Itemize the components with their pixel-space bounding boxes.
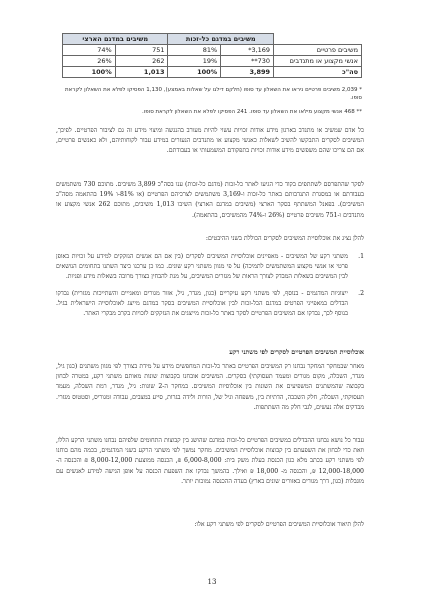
cell-value: 262 — [115, 56, 168, 67]
footnote-1: * 2,039 משיבים פרטיים ניראו את השאלון עד סופו (חלקם דילגו על שאלות באמצע), 1,130 הפסיקו לפלא את השאלון לקראת סופו. — [64, 87, 362, 101]
header-kol-zchut: משיבים במדגם כל-זכות — [168, 34, 274, 45]
cell-value: 3,169* — [221, 45, 274, 56]
row-label: סה"כ — [274, 67, 362, 78]
list-text: משתני רקע של המשיבים - מאפיינים אוכלוסיית המשיבים לסקרים (בין אם הם אנשים הנזקקים למידע על זכויות באופן פרטי או אנשי מקצוע המשתמשים לתמיכה) על פי מגוון משתני רקע שונים. כמו כן ערכנו כיצד השתנו בתחומים הנושאים לבין המשיבים בשאלות המבדק לצורך הראות של מגזרים המשיבים, על מנת להבחין בצורך מרובה בשאלות מידע ופניות. — [56, 253, 348, 281]
cell-value: 1,013 — [115, 67, 168, 78]
table-row — [63, 56, 362, 67]
aspects-list — [56, 252, 364, 319]
row-label: אנשי מקצוע או מתנדבים — [274, 56, 362, 67]
table-header-row — [63, 34, 362, 45]
paragraph-background-vars: מאחר שבמחקר המחקר נבחנו רק המשיבים הפרטיים באתר כל-זכות המחפשים מידע על מידת בצורך לפי מגוון משתנים (כגון גיל, מגדר, השכלה, מקום מגורים ומעמד תעסוקתי) בסקרים. המשיבים אובחנו בקבוצות שונות מאותם משתני רקע, במטרה לבחון בקבוצה שהמשתנים המשפיעים את השונות בין אוכלוסיות המשיבים. במחקר ה-2 שונות: גיל, מגדר, רמת השכלה, מעמד תעסוקתי, השכלה, חלק השכבה, הדתיות בין, משפחה וגיל של, הורות ולידה בגרות, סייע במצבים, עבודה ומגוריס, וסטטוס מגזרי. מבדקים אלה נעשים, לגבי חלק מה השתתפות. — [56, 363, 364, 411]
cell-value: 730** — [221, 56, 274, 67]
section-heading: אוכלוסיית המשיבים הפרטיים לסקרים לפי משתני רקע — [229, 348, 364, 356]
cell-value: 751 — [115, 45, 168, 56]
list-number: 1. — [358, 253, 364, 260]
table-row — [63, 45, 362, 56]
cell-percent: 74% — [63, 45, 116, 56]
paragraph-intro: כל אדם שמשיב או מתנדב בארגון מידע אודות זכויות עשוי להיות מעורב בהנגשה ומיצוי מידע זה גם לציבור הפרטיים. לפיכך, המשיבים לסקרים התבקשו להשיב לשאלות כאנשי מקצוע או מתנדבים הנעזרים במידע עבור לקוחותיהם, ולא כאנשים פרטיים, אם הם צריכו שהם משפשים מידע אודות זכויות בתפקודם המשמעותי או בעבודתם. — [56, 127, 364, 155]
paragraph-closing: להלן תיאור אוכלוסיית המשיבים הפרטיים לסקרים לפי משתני רקע אלו: — [194, 521, 364, 528]
table-total-row — [63, 67, 362, 78]
list-item — [56, 289, 364, 320]
header-national: משיבים במדגם הארצי — [63, 34, 168, 45]
respondents-table — [62, 33, 362, 78]
cell-percent: 81% — [168, 45, 221, 56]
cell-percent: 100% — [168, 67, 221, 78]
list-item — [56, 252, 364, 283]
list-text: ייצוגיות המדגמים - בנוסף, לפי משתני רקע עיקריים (כגון, מגדר, גיל, אזור מגורים ומאגייים והשתייכות מגזרית) נבדקו הבדלים במאפייני הפרטים במדגם הכל-זכות לבין אוכלוסיית המשיבים בסקר במדגם מייצג לאוכלוסייה הישראלית בגיל. בנוסף לכך, נבדקו אם המשיבים הפרטיים לסקר באתר כל-זכות מייצגים את הנזקקים לזכויות בקרב מבקרי האתר. — [56, 289, 348, 318]
row-label: משיבים פרטיים — [274, 45, 362, 56]
paragraph-income: עבור כל נושא נבחנו ההבדלים במשיבים הפרטיים כל-זכות במדגם שהושג בין קבוצות התחומים שלפיהם נבחנו משתני הרקע הללו, וזאת כדי לבחון את השפעתם בין קבוצות אוכלוסיית המשיבים. מחקר נמשך לפי משתני הרקע בשני המדגמים, בכמה מהם בוחנו לפי משתני רקע בכתב מלא כגון הכנסת בעלת משק בית: 6,000-8,000 ₪, הכנסה ממוצעת 8,000-12,000 ₪ והכנסה ה- 12,000-18,000 ₪, והכנסה מ- 18,000 ₪ ואילך. בהמשך נבדקו את השפעת הכנסה על אופן הגישה למידע לאנשים עם מוגבלות (כגון, דרך מגורים באזורים שונים בארץ) בעדה ההכנסה נמוכות יותר. — [56, 437, 364, 485]
footnote-2: ** 468 אנשי מקצוע מילאו את השאלון עד סופו. 241 הפסיקו לפלא את השאלון לקראת סופו. — [142, 109, 362, 115]
paragraph-list-intro: להלן נציג את אוכלוסיית המשיבים לסקרים הכוללת בשני ההיבטים: — [205, 235, 364, 242]
paragraph-sample-sizes: לסקר שהתפרסם לשתתפים בקוד כדי הגיעו לאתר כל-זכות (מדגם כל-זכות) ענו בסה"כ 3,899 משיבים. מתוכם 730 משתמשים בעבודתם או במסגרת התנדבותם באתר כל-זכות ו-3,169 משתמשים לצרכיהם הפרטיים (או 81%-ו 19% בהתאמה מסה"כ המשיבים). בפאנל המשתתף בסקר הארצי (משיבים במדגם הארצי) השיבו 1,013 משיבים, מתוכם 262 אנשי מקצוע או מתנדבים ו-751 משיבים פרטיים (26% ו-74% מהמשיבים, בהתאמה). — [56, 181, 364, 219]
list-number: 2. — [358, 289, 364, 297]
page-number: 13 — [207, 578, 217, 586]
table-corner — [274, 34, 362, 45]
cell-percent: 19% — [168, 56, 221, 67]
cell-percent: 100% — [63, 67, 116, 78]
cell-percent: 26% — [63, 56, 116, 67]
cell-value: 3,899 — [221, 67, 274, 78]
